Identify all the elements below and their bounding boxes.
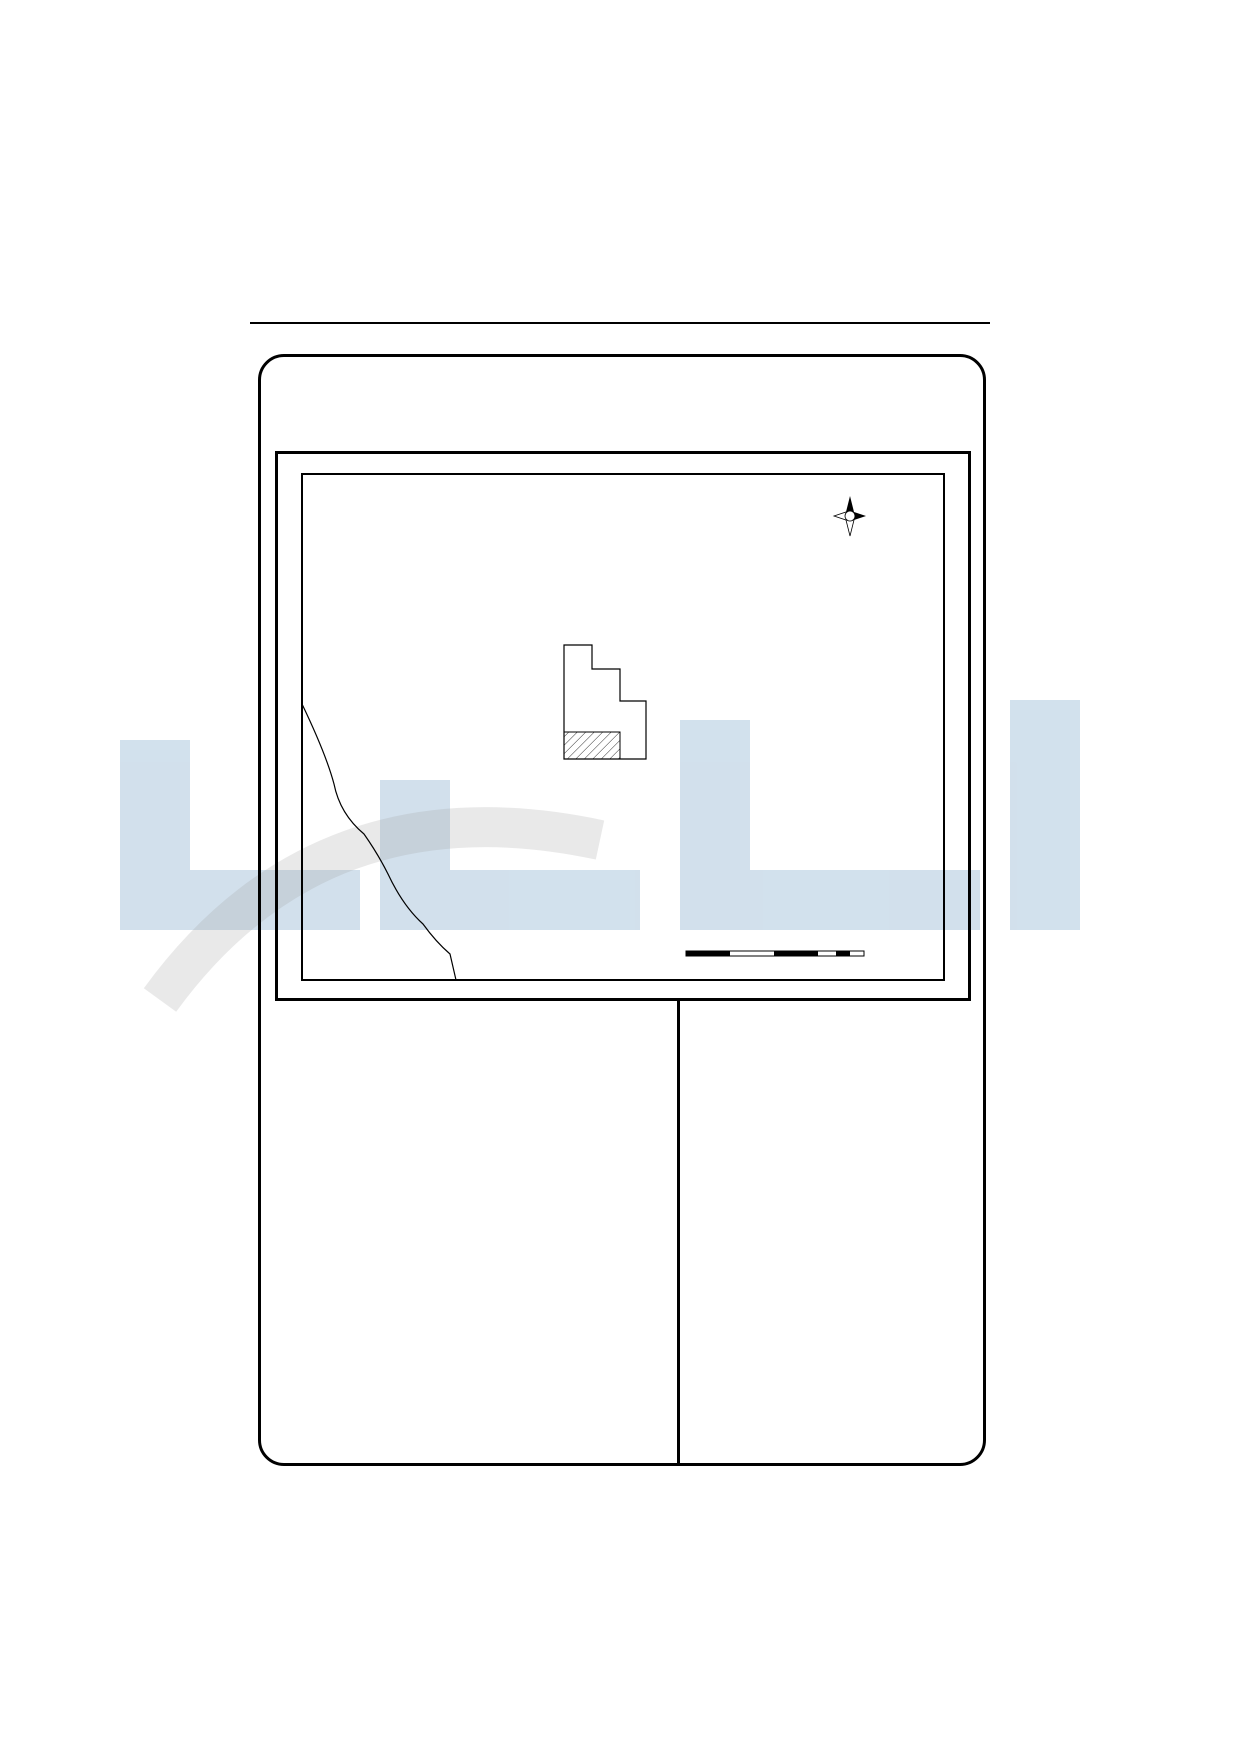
coastline (302, 704, 456, 980)
scale-bar (686, 951, 864, 956)
north-arrow-icon (834, 496, 866, 536)
page-header (250, 282, 990, 324)
column-divider (677, 1001, 680, 1463)
map-canvas (278, 454, 968, 998)
annex-frame (258, 354, 986, 1466)
concession-map (275, 451, 971, 1001)
hatched-area (564, 732, 620, 759)
annex-info (261, 1001, 983, 1463)
map-neatline (302, 474, 944, 980)
